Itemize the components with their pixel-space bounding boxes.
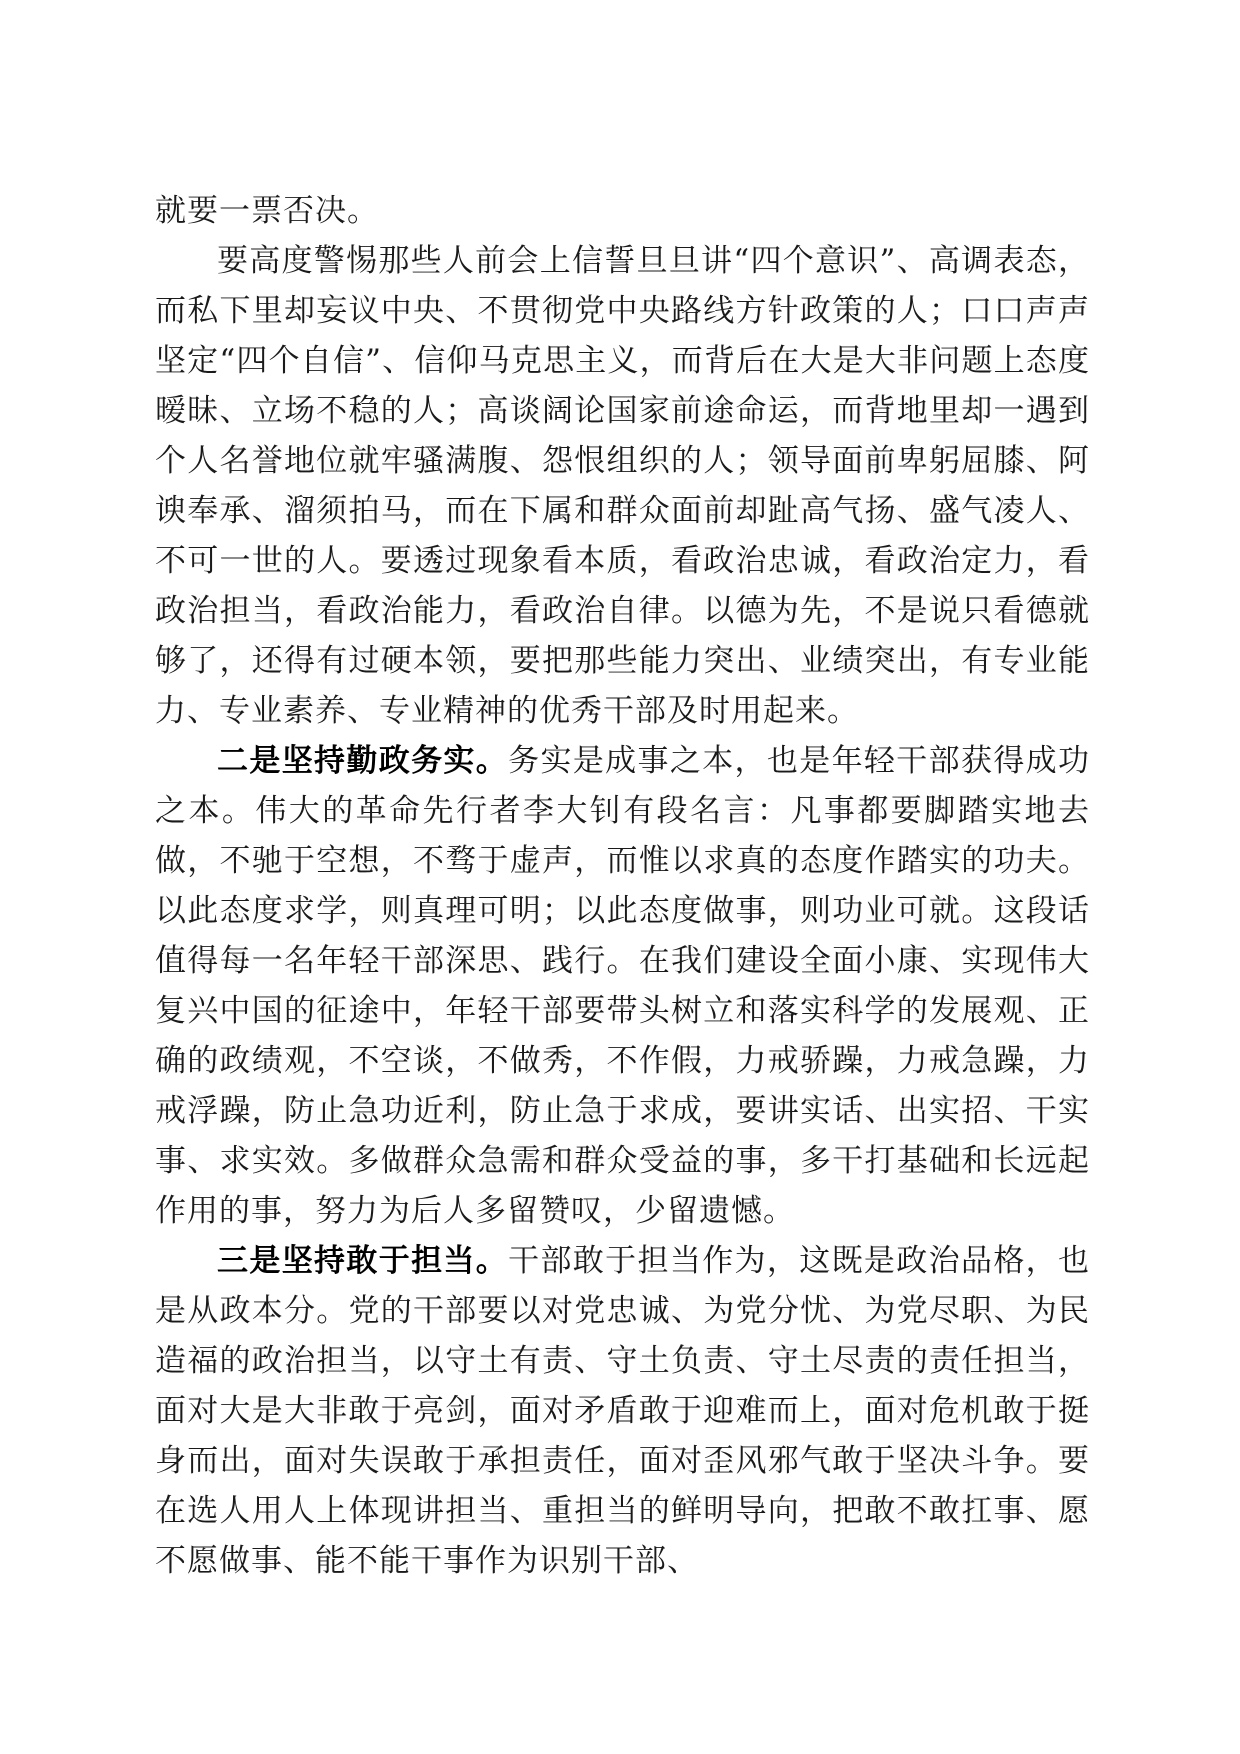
paragraph-responsibility	[155, 1236, 1090, 1586]
document-body	[155, 186, 1090, 1586]
paragraph-text: 务实是成事之本，也是年轻干部获得成功之本。伟大的革命先行者李大钊有段名言：凡事都要脚踏实地去做，不驰于空想，不骛于虚声，而惟以求真的态度作踏实的功夫。以此态度求学，则真理可明；以此态度做事，则功业可就。这段话值得每一名年轻干部深思、践行。在我们建设全面小康、实现伟大复兴中国的征途中，年轻干部要带头树立和落实科学的发展观、正确的政绩观，不空谈，不做秀，不作假，力戒骄躁，力戒急躁，力戒浮躁，防止急功近利，防止急于求成，要讲实话、出实招、干实事、求实效。多做群众急需和群众受益的事，多干打基础和长远起作用的事，努力为后人多留赞叹，少留遗憾。	[155, 743, 1091, 1229]
paragraph-lead-heading: 三是坚持敢于担当。	[217, 1243, 509, 1279]
paragraph-text: 干部敢于担当作为，这既是政治品格，也是从政本分。党的干部要以对党忠诚、为党分忧、为党尽职、为民造福的政治担当，以守土有责、守土负责、守土尽责的责任担当，面对大是大非敢于亮剑，面对矛盾敢于迎难而上，面对危机敢于挺身而出，面对失误敢于承担责任，面对歪风邪气敢于坚决斗争。要在选人用人上体现讲担当、重担当的鲜明导向，把敢不敢扛事、愿不愿做事、能不能干事作为识别干部、	[155, 1243, 1091, 1579]
paragraph-political-vigilance	[155, 236, 1090, 736]
paragraph-lead-heading: 二是坚持勤政务实。	[217, 743, 509, 779]
paragraph-text: 就要一票否决。	[155, 193, 379, 229]
paragraph-continuation	[155, 186, 1090, 236]
paragraph-diligence	[155, 736, 1090, 1236]
paragraph-text: 要高度警惕那些人前会上信誓旦旦讲“四个意识”、高调表态，而私下里却妄议中央、不贯彻党中央路线方针政策的人；口口声声坚定“四个自信”、信仰马克思主义，而背后在大是大非问题上态度暧昧、立场不稳的人；高谈阔论国家前途命运，而背地里却一遇到个人名誉地位就牢骚满腹、怨恨组织的人；领导面前卑躬屈膝、阿谀奉承、溜须拍马，而在下属和群众面前却趾高气扬、盛气凌人、不可一世的人。要透过现象看本质，看政治忠诚，看政治定力，看政治担当，看政治能力，看政治自律。以德为先，不是说只看德就够了，还得有过硬本领，要把那些能力突出、业绩突出，有专业能力、专业素养、专业精神的优秀干部及时用起来。	[155, 243, 1090, 729]
